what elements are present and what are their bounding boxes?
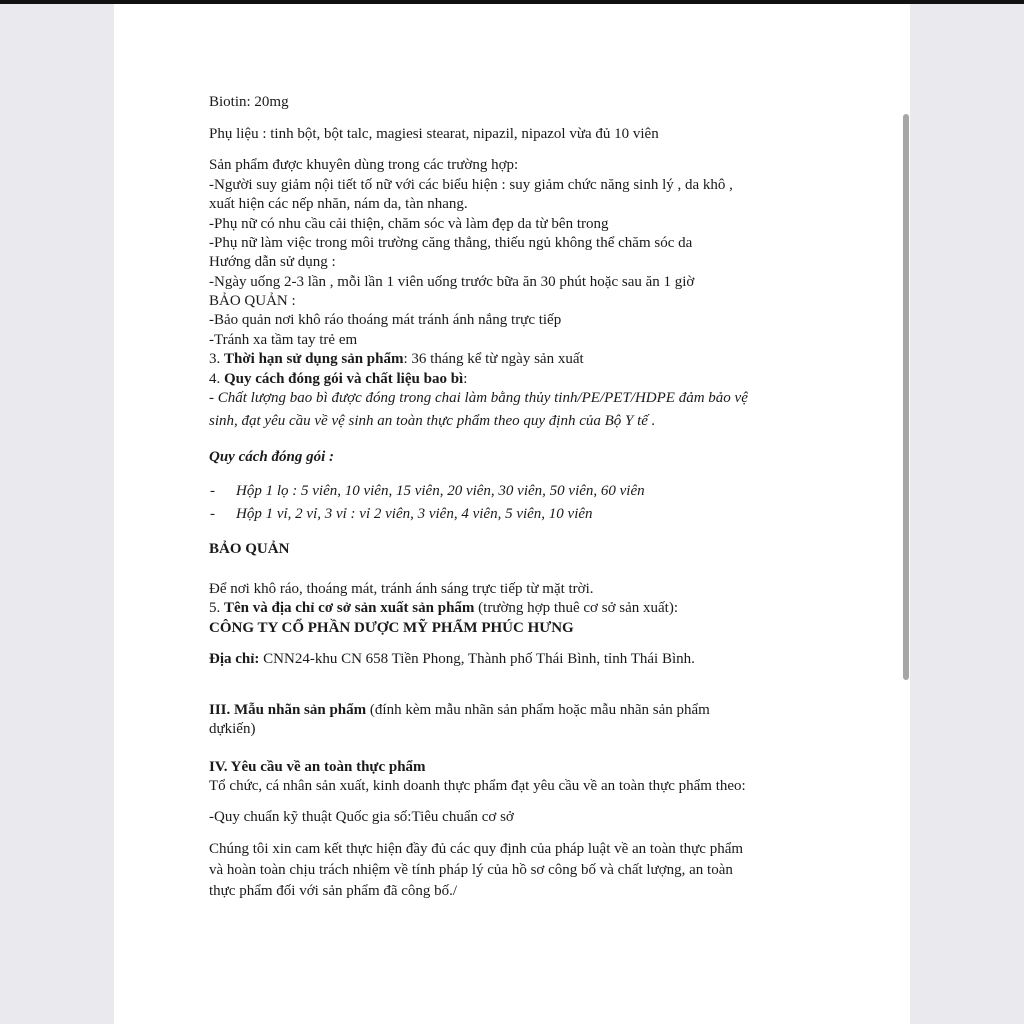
section-4-title: Quy cách đóng gói và chất liệu bao bì bbox=[224, 371, 464, 387]
section-4-line bbox=[209, 370, 467, 388]
biotin-line: Biotin: 20mg bbox=[209, 94, 289, 110]
storage-instruction: Để nơi khô ráo, thoáng mát, tránh ánh sáng trực tiếp từ mặt trời. bbox=[209, 581, 594, 597]
excipients-line: Phụ liệu : tinh bột, bột talc, magiesi stearat, nipazil, nipazol vừa đủ 10 viên bbox=[209, 126, 659, 142]
storage-heading-1: BẢO QUẢN : bbox=[209, 293, 296, 309]
section-3-line bbox=[209, 350, 584, 368]
packaging-quality-line-2: sinh, đạt yêu cầu về vệ sinh an toàn thực phẩm theo quy định của Bộ Y tế . bbox=[209, 413, 656, 429]
section-iii-note-cont: dựkiến) bbox=[209, 721, 256, 737]
commitment-line-2: và hoàn toàn chịu trách nhiệm về tính pháp lý của hồ sơ công bố và chất lượng, an toàn bbox=[209, 862, 733, 878]
section-5-title: Tên và địa chỉ cơ sở sản xuất sản phẩm bbox=[224, 600, 475, 616]
section-5-number: 5. bbox=[209, 600, 224, 616]
packaging-quality-line-1: - Chất lượng bao bì được đóng trong chai làm bằng thủy tinh/PE/PET/HDPE đảm bảo vệ bbox=[209, 390, 748, 406]
storage-line-1: -Bảo quản nơi khô ráo thoáng mát tránh ánh nắng trực tiếp bbox=[209, 312, 562, 328]
storage-line-2: -Tránh xa tầm tay trẻ em bbox=[209, 332, 358, 348]
commitment-line-1: Chúng tôi xin cam kết thực hiện đầy đủ các quy định của pháp luật về an toàn thực phẩm bbox=[209, 841, 744, 857]
usage-line: -Ngày uống 2-3 lần , mỗi lần 1 viên uống trước bữa ăn 30 phút hoặc sau ăn 1 giờ bbox=[209, 274, 695, 290]
usage-heading: Hướng dẫn sử dụng : bbox=[209, 254, 336, 270]
section-5-line bbox=[209, 599, 678, 617]
commitment-line-3: thực phẩm đối với sản phẩm đã công bố./ bbox=[209, 883, 458, 899]
section-iv-text: Tổ chức, cá nhân sản xuất, kinh doanh thực phẩm đạt yêu cầu về an toàn thực phẩm theo: bbox=[209, 778, 746, 794]
section-iv-title: IV. Yêu cầu về an toàn thực phẩm bbox=[209, 759, 426, 775]
address-line bbox=[209, 650, 695, 668]
list-dash: - bbox=[210, 506, 215, 522]
section-iii-note: (đính kèm mẫu nhãn sản phẩm hoặc mẫu nhãn sản phẩm bbox=[366, 702, 710, 718]
section-4-colon: : bbox=[463, 371, 468, 387]
section-4-number: 4. bbox=[209, 371, 224, 387]
scrollbar-thumb[interactable] bbox=[903, 114, 909, 680]
recommended-item-1: -Người suy giảm nội tiết tố nữ với các biểu hiện : suy giảm chức năng sinh lý , da khô , bbox=[209, 177, 733, 193]
section-3-number: 3. bbox=[209, 351, 224, 367]
section-iii-title: III. Mẫu nhãn sản phẩm bbox=[209, 702, 367, 718]
company-name: CÔNG TY CỔ PHẦN DƯỢC MỸ PHẨM PHÚC HƯNG bbox=[209, 620, 574, 636]
section-iii-line bbox=[209, 701, 710, 719]
address-value: CNN24-khu CN 658 Tiền Phong, Thành phố Thái Bình, tỉnh Thái Bình. bbox=[259, 651, 695, 667]
recommended-item-3: -Phụ nữ làm việc trong môi trường căng thẳng, thiếu ngủ không thể chăm sóc da bbox=[209, 235, 693, 251]
packaging-spec-heading: Quy cách đóng gói : bbox=[209, 449, 334, 465]
list-dash: - bbox=[210, 483, 215, 499]
storage-heading-2: BẢO QUẢN bbox=[209, 541, 290, 557]
section-3-value: : 36 tháng kể từ ngày sản xuất bbox=[403, 351, 584, 367]
section-3-title: Thời hạn sử dụng sản phẩm bbox=[224, 351, 404, 367]
address-label: Địa chỉ: bbox=[209, 651, 260, 667]
recommended-heading: Sản phẩm được khuyên dùng trong các trường hợp: bbox=[209, 157, 519, 173]
standard-line: -Quy chuẩn kỹ thuật Quốc gia số:Tiêu chuẩn cơ sở bbox=[209, 809, 514, 825]
packaging-option-blister: Hộp 1 vỉ, 2 vỉ, 3 vỉ : vỉ 2 viên, 3 viên, 4 viên, 5 viên, 10 viên bbox=[236, 506, 593, 522]
recommended-item-1-cont: xuất hiện các nếp nhăn, nám da, tàn nhang. bbox=[209, 196, 468, 212]
packaging-option-bottle: Hộp 1 lọ : 5 viên, 10 viên, 15 viên, 20 viên, 30 viên, 50 viên, 60 viên bbox=[236, 483, 645, 499]
recommended-item-2: -Phụ nữ có nhu cầu cải thiện, chăm sóc và làm đẹp da từ bên trong bbox=[209, 216, 609, 232]
section-5-note: (trường hợp thuê cơ sở sản xuất): bbox=[474, 600, 678, 616]
